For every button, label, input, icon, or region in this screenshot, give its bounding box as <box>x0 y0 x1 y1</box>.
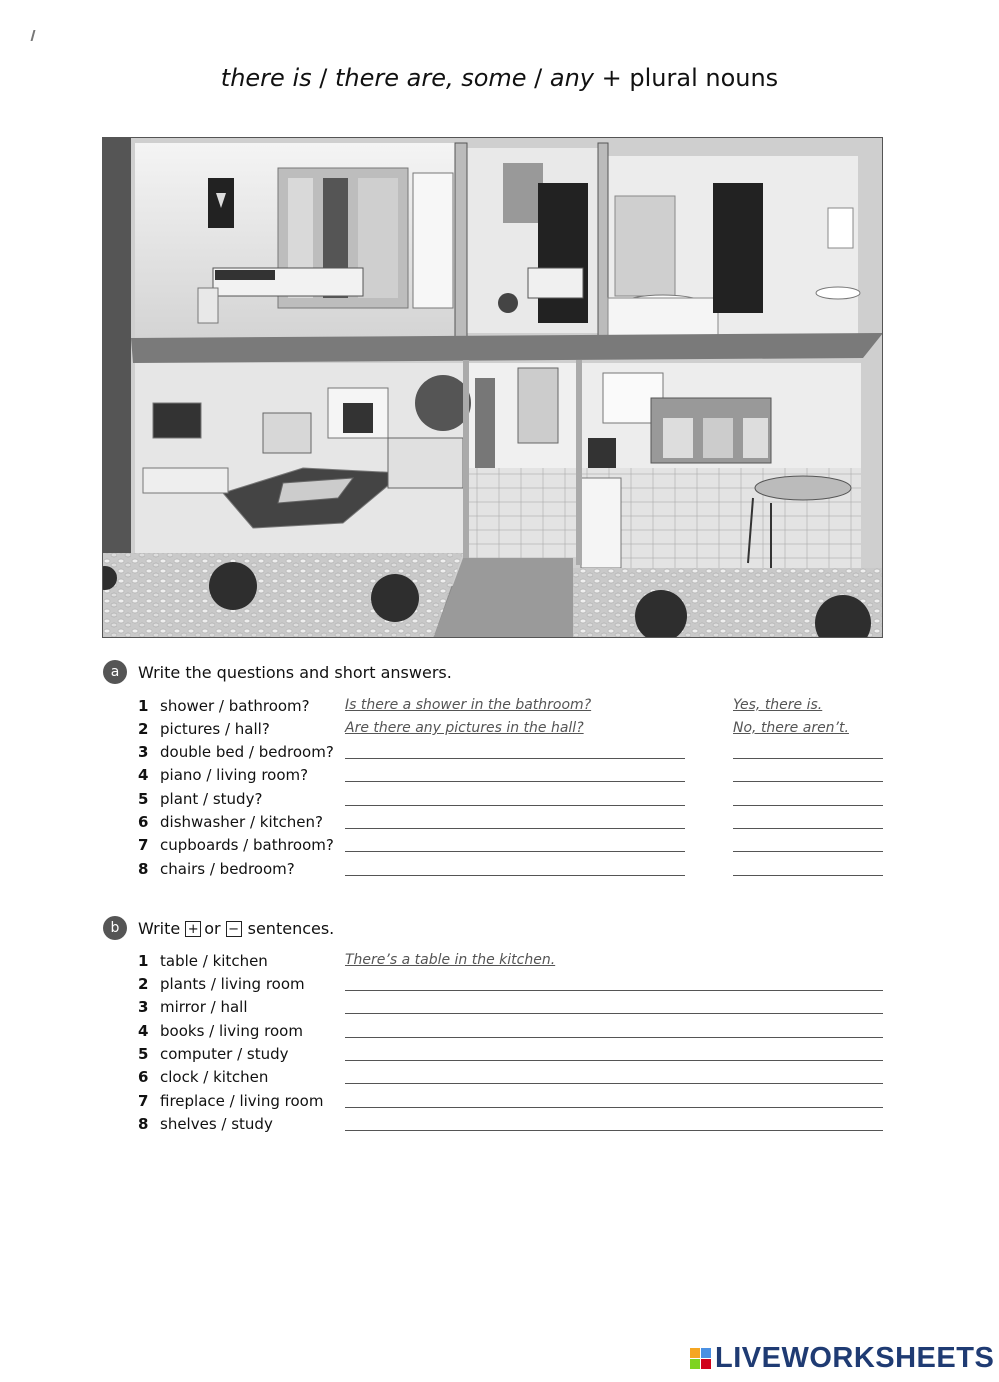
section-b-badge: b <box>103 916 127 940</box>
item-number: 8 <box>138 1115 149 1133</box>
exercise-a-row-1 <box>0 697 999 719</box>
question-answer-field[interactable] <box>345 785 685 806</box>
item-number: 1 <box>138 697 149 715</box>
question-answer-field[interactable] <box>345 738 685 759</box>
item-number: 3 <box>138 998 149 1016</box>
item-prompt: cupboards / bathroom? <box>160 836 334 854</box>
title-sep: / <box>311 64 335 92</box>
item-number: 5 <box>138 1045 149 1063</box>
item-prompt: clock / kitchen <box>160 1068 269 1086</box>
exercise-b-row-8 <box>0 1115 999 1137</box>
section-b-or: or <box>204 918 221 938</box>
item-number: 7 <box>138 1092 149 1110</box>
sentence-answer-field[interactable] <box>345 970 883 991</box>
item-number: 5 <box>138 790 149 808</box>
short-answer-field[interactable] <box>733 831 883 852</box>
item-prompt: books / living room <box>160 1022 303 1040</box>
item-number: 7 <box>138 836 149 854</box>
title-any: any <box>549 64 595 92</box>
item-prompt: shelves / study <box>160 1115 273 1133</box>
section-b-instruction-post: sentences. <box>247 918 335 938</box>
sentence-answer-field[interactable] <box>345 1110 883 1131</box>
item-prompt: plant / study? <box>160 790 263 808</box>
page-mark <box>31 30 36 41</box>
item-prompt: mirror / hall <box>160 998 248 1016</box>
item-prompt: piano / living room? <box>160 766 309 784</box>
question-answer-field[interactable] <box>345 855 685 876</box>
minus-symbol-icon: − <box>226 921 242 937</box>
liveworksheets-logo[interactable] <box>690 1342 994 1375</box>
example-question: Is there a shower in the bathroom? <box>345 697 592 713</box>
example-sentence: There’s a table in the kitchen. <box>345 952 556 968</box>
item-prompt: pictures / hall? <box>160 720 270 738</box>
logo-square <box>701 1348 711 1358</box>
item-prompt: double bed / bedroom? <box>160 743 334 761</box>
question-answer-field[interactable] <box>345 761 685 782</box>
section-a-heading <box>103 660 452 684</box>
sentence-answer-field[interactable] <box>345 1087 883 1108</box>
example-short-answer: No, there aren’t. <box>733 720 849 736</box>
item-number: 6 <box>138 813 149 831</box>
question-answer-field[interactable] <box>345 831 685 852</box>
section-b-heading <box>103 916 334 940</box>
logo-square <box>690 1348 700 1358</box>
short-answer-field[interactable] <box>733 761 883 782</box>
sentence-answer-field[interactable] <box>345 1017 883 1038</box>
sentence-answer-field[interactable] <box>345 1063 883 1084</box>
logo-square <box>690 1359 700 1369</box>
item-prompt: table / kitchen <box>160 952 268 970</box>
section-a-badge: a <box>103 660 127 684</box>
page-title <box>0 64 999 92</box>
item-number: 8 <box>138 860 149 878</box>
title-there-is: there is <box>220 64 312 92</box>
title-there-are-some: there are, some <box>334 64 527 92</box>
sentence-answer-field[interactable] <box>345 993 883 1014</box>
example-short-answer: Yes, there is. <box>733 697 823 713</box>
item-number: 2 <box>138 720 149 738</box>
item-prompt: computer / study <box>160 1045 289 1063</box>
item-number: 2 <box>138 975 149 993</box>
question-answer-field[interactable] <box>345 808 685 829</box>
item-prompt: chairs / bedroom? <box>160 860 295 878</box>
item-prompt: dishwasher / kitchen? <box>160 813 323 831</box>
short-answer-field[interactable] <box>733 785 883 806</box>
plus-symbol-icon: + <box>185 921 201 937</box>
short-answer-field[interactable] <box>733 855 883 876</box>
item-number: 6 <box>138 1068 149 1086</box>
logo-squares-icon <box>690 1348 711 1369</box>
section-a-instruction: Write the questions and short answers. <box>138 662 452 682</box>
title-sep: / <box>526 64 550 92</box>
example-question: Are there any pictures in the hall? <box>345 720 584 736</box>
logo-square <box>701 1359 711 1369</box>
house-illustration <box>102 137 883 638</box>
logo-text: LIVEWORKSHEETS <box>715 1342 995 1374</box>
sentence-answer-field[interactable] <box>345 1040 883 1061</box>
item-prompt: fireplace / living room <box>160 1092 324 1110</box>
item-prompt: plants / living room <box>160 975 305 993</box>
title-rest: + plural nouns <box>594 64 779 92</box>
house-drawing <box>103 138 883 638</box>
item-number: 4 <box>138 766 149 784</box>
exercise-a-row-8 <box>0 860 999 882</box>
item-number: 1 <box>138 952 149 970</box>
section-b-instruction-pre: Write <box>138 918 181 938</box>
item-number: 4 <box>138 1022 149 1040</box>
short-answer-field[interactable] <box>733 738 883 759</box>
item-number: 3 <box>138 743 149 761</box>
item-prompt: shower / bathroom? <box>160 697 310 715</box>
short-answer-field[interactable] <box>733 808 883 829</box>
